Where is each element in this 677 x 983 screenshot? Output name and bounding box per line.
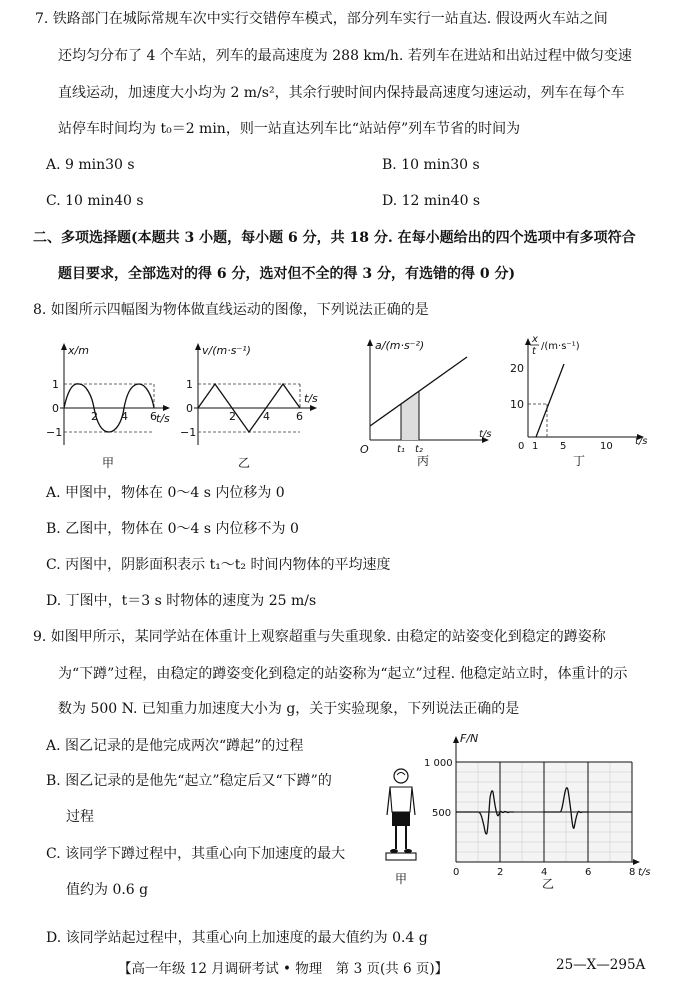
q9-line-2: 为“下蹲”过程，由稳定的蹲姿变化到稳定的站姿称为“起立”过程. 他稳定站立时，体重计的示 <box>58 666 628 682</box>
ding-caption: 丁 <box>573 454 586 468</box>
q9-option-c-line-1: C. 该同学下蹲过程中，其重心向下加速度的最大 <box>46 846 346 862</box>
q7-line-3: 直线运动，加速度大小均为 2 m/s²，其余行驶时间内保持最高速度匀速运动，列车在每个车 <box>58 85 625 101</box>
ding-ytick-10: 10 <box>510 398 524 411</box>
yi-ylabel: v/(m·s⁻¹) <box>202 344 251 357</box>
jia-ytick-0: 0 <box>52 402 59 415</box>
ding-ylabel-num: x <box>532 334 538 345</box>
ding-xtick-5: 5 <box>560 441 567 452</box>
footer-page-info: 【高一年级 12 月调研考试 • 物理 第 3 页(共 6 页)】 <box>118 961 449 977</box>
bing-xtick-t2: t₂ <box>415 444 423 455</box>
bing-shaded-area <box>401 391 419 440</box>
bing-origin: O <box>360 443 369 456</box>
q8-graph-bing <box>355 335 505 475</box>
yi-xtick-6: 6 <box>296 410 303 423</box>
q9-option-b-line-1: B. 图乙记录的是他先“起立”稳定后又“下蹲”的 <box>46 773 332 789</box>
yi-caption: 乙 <box>238 456 251 470</box>
ding-xtick-1: 1 <box>532 441 539 452</box>
q8-option-a: A. 甲图中，物体在 0～4 s 内位移为 0 <box>46 485 285 501</box>
q9-graph-xtick-4: 4 <box>541 867 548 878</box>
jia-xtick-2: 2 <box>91 410 98 423</box>
q8-option-c: C. 丙图中，阴影面积表示 t₁～t₂ 时间内物体的平均速度 <box>46 557 391 573</box>
q9-graph-ytick-500: 500 <box>432 808 452 819</box>
q7-option-d: D. 12 min40 s <box>382 193 481 209</box>
yi-ytick-neg1: −1 <box>180 426 197 439</box>
ding-xlabel: t/s <box>635 436 648 447</box>
q9-graph-xtick-0: 0 <box>453 867 460 878</box>
q9-graph-xtick-2: 2 <box>497 867 504 878</box>
jia-xlabel: t/s <box>156 412 170 425</box>
q9-line-1: 9. 如图甲所示，某同学站在体重计上观察超重与失重现象. 由稳定的站姿变化到稳定的蹲姿称 <box>33 629 606 645</box>
jia-xtick-6: 6 <box>150 410 157 423</box>
q9-graph-xtick-8: 8 <box>629 867 636 878</box>
q8-option-d: D. 丁图中，t＝3 s 时物体的速度为 25 m/s <box>46 593 317 609</box>
section2-header-line-2: 题目要求，全部选对的得 6 分，选对但不全的得 3 分，有选错的得 0 分) <box>58 266 516 282</box>
ding-xtick-0: 0 <box>518 441 525 452</box>
q9-figure-person-on-scale <box>383 765 423 885</box>
bing-ylabel: a/(m·s⁻²) <box>375 339 425 352</box>
q7-line-1: 7. 铁路部门在城际常规车次中实行交错停车模式，部分列车实行一站直达. 假设两火车站之间 <box>35 11 608 27</box>
q8-stem: 8. 如图所示四幅图为物体做直线运动的图像，下列说法正确的是 <box>33 302 429 318</box>
q9-option-d: D. 该同学站起过程中，其重心向上加速度的最大值约为 0.4 g <box>46 930 428 946</box>
q7-option-b: B. 10 min30 s <box>382 157 480 173</box>
q9-graph-xtick-6: 6 <box>585 867 592 878</box>
q7-option-a: A. 9 min30 s <box>46 157 135 173</box>
q7-line-2: 还均匀分布了 4 个车站，列车的最高速度为 288 km/h. 若列车在进站和出站过程中做匀变速 <box>58 48 632 64</box>
yi-ytick-0: 0 <box>186 402 193 415</box>
ding-ylabel-den: t <box>532 346 536 357</box>
q9-option-a: A. 图乙记录的是他完成两次“蹲起”的过程 <box>46 738 304 754</box>
jia-ytick-neg1: −1 <box>46 426 63 439</box>
bing-xlabel: t/s <box>479 429 492 440</box>
q9-option-c-line-2: 值约为 0.6 g <box>66 882 149 898</box>
q7-line-4: 站停车时间均为 t₀＝2 min，则一站直达列车比“站站停”列车节省的时间为 <box>58 121 521 137</box>
yi-xlabel: t/s <box>304 392 318 405</box>
jia-caption: 甲 <box>102 456 115 470</box>
q9-graph-force-time <box>420 732 655 890</box>
jia-xtick-4: 4 <box>121 410 128 423</box>
yi-ytick-1: 1 <box>186 378 193 391</box>
footer-code: 25—X—295A <box>556 957 646 973</box>
bing-caption: 丙 <box>417 454 430 468</box>
ding-xtick-10: 10 <box>600 441 613 452</box>
q8-option-b: B. 乙图中，物体在 0～4 s 内位移不为 0 <box>46 521 299 537</box>
q7-option-c: C. 10 min40 s <box>46 193 144 209</box>
q9-option-b-line-2: 过程 <box>66 809 94 825</box>
q9-graph-xlabel: t/s <box>638 867 651 878</box>
ding-ytick-20: 20 <box>510 362 524 375</box>
jia-ylabel: x/m <box>68 344 89 357</box>
q8-graph-yi <box>178 340 328 475</box>
q8-graph-jia <box>44 340 174 475</box>
q9-graph-ytick-1000: 1 000 <box>424 758 453 769</box>
q9-figure-jia-caption: 甲 <box>395 872 408 885</box>
ding-ylabel-rest: /(m·s⁻¹) <box>541 341 580 352</box>
q8-graph-ding <box>508 332 653 475</box>
q9-graph-ylabel: F/N <box>460 732 479 745</box>
jia-ytick-1: 1 <box>52 378 59 391</box>
yi-xtick-2: 2 <box>229 410 236 423</box>
bing-xtick-t1: t₁ <box>397 444 405 455</box>
section2-header-line-1: 二、多项选择题(本题共 3 小题，每小题 6 分，共 18 分. 在每小题给出的四个选项中有多项符合 <box>33 230 636 246</box>
yi-xtick-4: 4 <box>263 410 270 423</box>
q9-line-3: 数为 500 N. 已知重力加速度大小为 g，关于实验现象，下列说法正确的是 <box>58 701 520 717</box>
q9-graph-caption: 乙 <box>542 877 555 890</box>
